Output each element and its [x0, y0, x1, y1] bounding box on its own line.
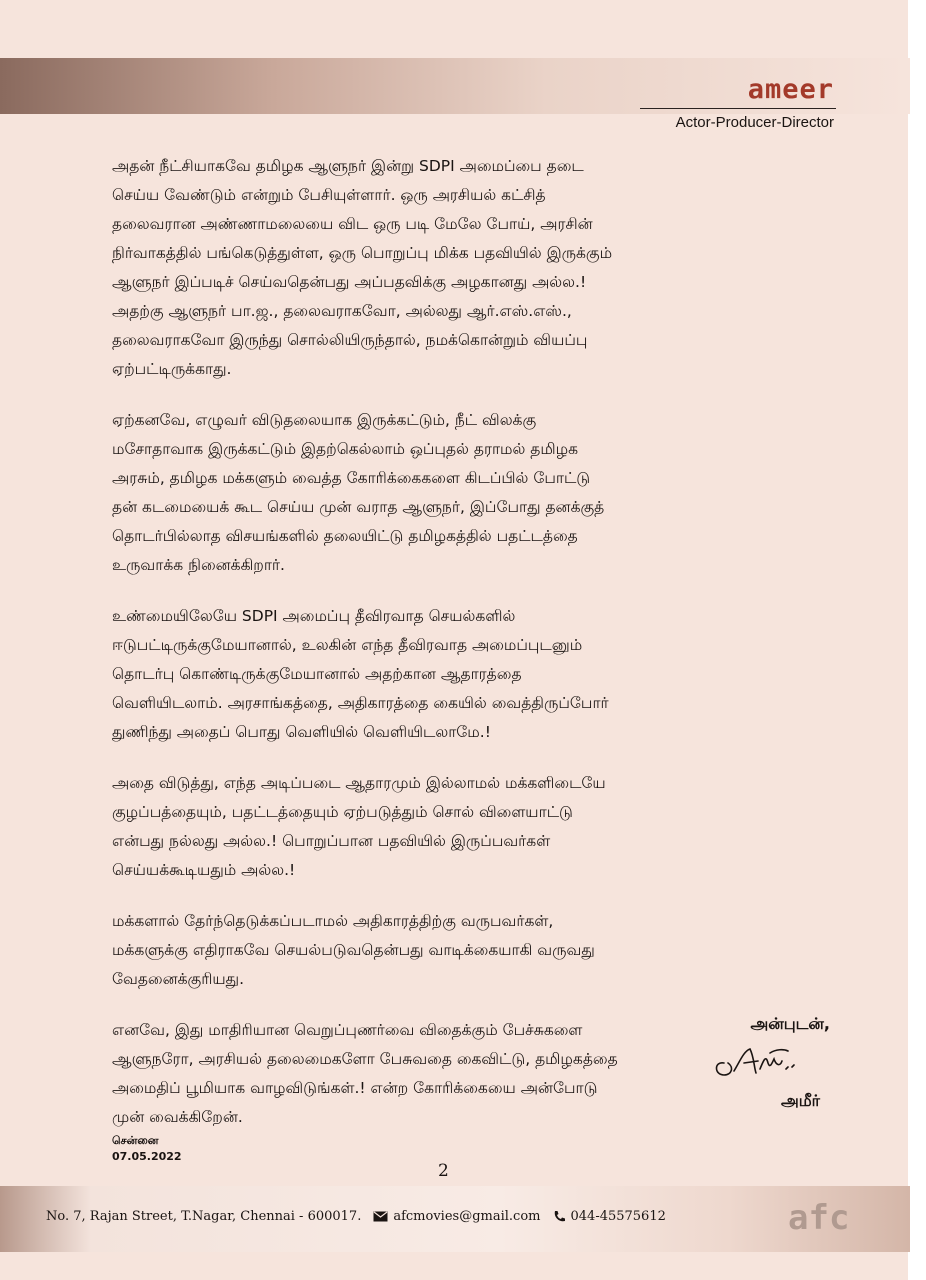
brand-wordmark: ameer: [747, 74, 834, 105]
paragraph-line: என்பது நல்லது அல்ல.! பொறுப்பான பதவியில் இருப்பவர்கள்: [112, 832, 551, 850]
paragraph-line: தொடர்பு கொண்டிருக்குமேயானால் அதற்கான ஆதாரத்தை: [112, 665, 522, 683]
letter-paragraph: [112, 602, 812, 747]
footer-phone: 044-45575612: [570, 1209, 666, 1224]
letter-body: [112, 152, 812, 1154]
paragraph-line: தலைவரான அண்ணாமலையை விட ஒரு படி மேலே போய், அரசின்: [112, 215, 593, 233]
paragraph-line: செய்யக்கூடியதும் அல்ல.!: [112, 861, 296, 879]
page-edge: [908, 0, 926, 1280]
paragraph-line: எனவே, இது மாதிரியான வெறுப்புணர்வை விதைக்கும் பேச்சுகளை: [112, 1021, 583, 1039]
brand-rule: [640, 108, 836, 109]
paragraph-line: அரசும், தமிழக மக்களும் வைத்த கோரிக்கைகளை கிடப்பில் போட்டு: [112, 469, 591, 487]
paragraph-line: மக்களுக்கு எதிராகவே செயல்படுவதென்பது வாடிக்கையாகி வருவது: [112, 941, 595, 959]
brand-subtitle: Actor-Producer-Director: [675, 114, 834, 131]
place: சென்னை: [112, 1134, 159, 1147]
paragraph-line: ஆளுநரோ, அரசியல் தலைமைகளோ பேசுவதை கைவிட்டு, தமிழகத்தை: [112, 1050, 618, 1068]
paragraph-line: ஏற்கனவே, எழுவர் விடுதலையாக இருக்கட்டும், நீட் விலக்கு: [112, 411, 537, 429]
letter-date: 07.05.2022: [112, 1150, 182, 1163]
paragraph-line: உண்மையிலேயே SDPI அமைப்பு தீவிரவாத செயல்களில்: [112, 607, 516, 625]
signer-name: அமீர்: [780, 1091, 820, 1110]
paragraph-line: தொடர்பில்லாத விசயங்களில் தலையிட்டு தமிழகத்தில் பதட்டத்தை: [112, 527, 578, 545]
paragraph-line: மசோதாவாக இருக்கட்டும் இதற்கெல்லாம் ஒப்புதல் தராமல் தமிழக: [112, 440, 579, 458]
footer-email[interactable]: afcmovies@gmail.com: [393, 1209, 541, 1224]
letter-paragraph: [112, 406, 812, 580]
paragraph-line: அதை விடுத்து, எந்த அடிப்படை ஆதாரமும் இல்லாமல் மக்களிடையே: [112, 774, 606, 792]
paragraph-line: குழப்பத்தையும், பதட்டத்தையும் ஏற்படுத்தும் சொல் விளையாட்டு: [112, 803, 573, 821]
letter-paragraph: [112, 907, 812, 994]
paragraph-line: ஈடுபட்டிருக்குமேயானால், உலகின் எந்த தீவிரவாத அமைப்புடனும்: [112, 636, 583, 654]
footer-contact: [46, 1209, 666, 1224]
paragraph-line: முன் வைக்கிறேன்.: [112, 1108, 243, 1126]
paragraph-line: வேதனைக்குரியது.: [112, 970, 245, 988]
paragraph-line: வெளியிடலாம். அரசாங்கத்தை, அதிகாரத்தை கையில் வைத்திருப்போர்: [112, 694, 609, 712]
page-number: 2: [438, 1161, 449, 1181]
closing-block: [710, 1014, 830, 1112]
envelope-icon: [373, 1211, 388, 1222]
paragraph-line: அதற்கு ஆளுநர் பா.ஜ., தலைவராகவோ, அல்லது ஆர்.எஸ்.எஸ்.,: [112, 302, 572, 320]
phone-icon: [553, 1210, 566, 1223]
paragraph-line: தன் கடமையைக் கூட செய்ய முன் வராத ஆளுநர், இப்போது தனக்குத்: [112, 498, 605, 516]
signature-icon: [710, 1041, 806, 1085]
paragraph-line: துணிந்து அதைப் பொது வெளியில் வெளியிடலாமே.!: [112, 723, 491, 741]
footer-address: No. 7, Rajan Street, T.Nagar, Chennai - 600017.: [46, 1209, 362, 1224]
paragraph-line: ஆளுநர் இப்படிச் செய்வதென்பது அப்பதவிக்கு அழகானது அல்ல.!: [112, 273, 587, 291]
letter-paragraph: [112, 1016, 812, 1132]
footer-logo: afc: [788, 1198, 850, 1238]
paragraph-line: அமைதிப் பூமியாக வாழவிடுங்கள்.! என்ற கோரிக்கையை அன்போடு: [112, 1079, 598, 1097]
paragraph-line: செய்ய வேண்டும் என்றும் பேசியுள்ளார். ஒரு அரசியல் கட்சித்: [112, 186, 546, 204]
paragraph-line: அதன் நீட்சியாகவே தமிழக ஆளுநர் இன்று SDPI அமைப்பை தடை: [112, 157, 584, 175]
place-date: [112, 1133, 182, 1165]
paragraph-line: மக்களால் தேர்ந்தெடுக்கப்படாமல் அதிகாரத்திற்கு வருபவர்கள்,: [112, 912, 554, 930]
closing-salutation: அன்புடன்,: [750, 1014, 830, 1033]
paragraph-line: ஏற்பட்டிருக்காது.: [112, 360, 232, 378]
paragraph-line: உருவாக்க நினைக்கிறார்.: [112, 556, 285, 574]
paragraph-line: தலைவராகவோ இருந்து சொல்லியிருந்தால், நமக்கொன்றும் வியப்பு: [112, 331, 588, 349]
paragraph-line: நிர்வாகத்தில் பங்கெடுத்துள்ள, ஒரு பொறுப்பு மிக்க பதவியில் இருக்கும்: [112, 244, 613, 262]
letter-paragraph: [112, 152, 812, 384]
letter-paragraph: [112, 769, 812, 885]
